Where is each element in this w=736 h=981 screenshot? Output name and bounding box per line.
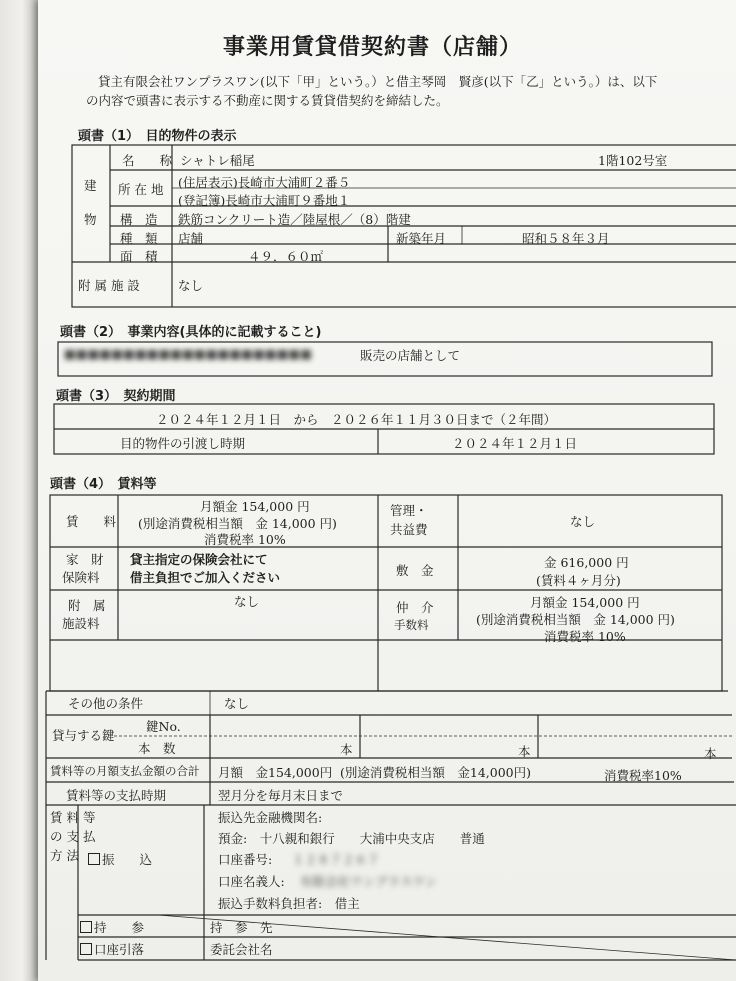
built-label: 新築年月: [396, 231, 447, 246]
account-no-label: 口座番号:: [218, 852, 273, 867]
facility-fee-label-2: 施設料: [62, 616, 100, 631]
bank-label: 振込先金融機関名:: [218, 810, 323, 825]
payment-time-value: 翌月分を毎月末日まで: [218, 788, 344, 803]
hand-delivery-label: 持 参: [94, 920, 145, 935]
transfer-label: 振 込: [102, 852, 153, 867]
fee-payer: 振込手数料負担者: 借主: [218, 896, 360, 911]
insurance-line-1: 貸主指定の保険会社にて: [130, 552, 268, 567]
handover-date: ２０２４年１２月１日: [452, 436, 578, 451]
contract-page: [38, 0, 736, 981]
facility-fee-value: なし: [234, 594, 260, 609]
rent-label: 賃 料: [66, 514, 117, 529]
brokerage-line-3: 消費税率 10%: [544, 629, 626, 644]
section2-heading: 頭書（2） 事業内容(具体的に記載すること): [60, 325, 322, 340]
transfer-checkbox[interactable]: [88, 853, 100, 865]
account-name-redacted: 有限会社ワンプラスワン: [300, 874, 438, 889]
insurance-line-2: 借主負担でご加入ください: [130, 570, 281, 585]
deposit-label: 敷 金: [396, 563, 434, 578]
monthly-total-rate: 消費税率10%: [604, 768, 682, 783]
type-label: 種 類: [120, 231, 158, 246]
insurance-label-1: 家 財: [66, 552, 104, 567]
name-label: 名 称: [122, 153, 173, 168]
key-unit-3: 本: [704, 746, 717, 761]
bank-deposit: 預金: 十八親和銀行 大浦中央支店 普通: [218, 831, 485, 846]
payment-method-label-1: 賃 料 等: [50, 810, 96, 825]
structure-label: 構 造: [120, 212, 158, 227]
monthly-total-tax: (別途消費税相当額 金14,000円): [340, 765, 531, 780]
agent-company-name: 委託会社名: [210, 942, 273, 957]
address-label: 所 在 地: [118, 182, 164, 197]
mgmt-label-1: 管理・: [390, 503, 428, 518]
area-value: ４９．６０㎡: [248, 249, 324, 264]
rent-line-2: (別途消費税相当額 金 14,000 円): [138, 516, 337, 531]
building-label-2: 物: [84, 212, 97, 227]
area-label: 面 積: [120, 249, 158, 264]
hand-delivery-option[interactable]: [80, 918, 144, 936]
handover-label: 目的物件の引渡し時期: [120, 436, 246, 451]
key-unit-2: 本: [518, 744, 531, 759]
facility-fee-label-1: 附 属: [68, 598, 106, 613]
brokerage-line-1: 月額金 154,000 円: [530, 595, 640, 610]
binder-edge: [0, 0, 40, 981]
direct-debit-option[interactable]: [80, 940, 144, 958]
direct-debit-label: 口座引落: [94, 942, 145, 957]
business-content: 販売の店舗として: [360, 348, 461, 363]
section3-heading: 頭書（3） 契約期間: [56, 389, 176, 404]
address-residential: (住居表示)長崎市大浦町２番５: [178, 175, 351, 190]
account-no-redacted: １２８７２６７: [292, 852, 380, 867]
direct-debit-checkbox[interactable]: [80, 943, 92, 955]
built-value: 昭和５８年３月: [522, 231, 610, 246]
address-registry: (登記簿)長崎市大浦町９番地１: [178, 193, 351, 208]
deposit-line-1: 金 616,000 円: [544, 555, 629, 570]
document-title: 事業用賃貸借契約書（店舗）: [223, 35, 523, 60]
hand-delivery-checkbox[interactable]: [80, 921, 92, 933]
account-name-label: 口座名義人:: [218, 874, 285, 889]
intro-line-1: 貸主有限会社ワンプラスワン(以下「甲」という。）と借主琴岡 賢彦(以下「乙」という。）は、以下: [98, 74, 658, 89]
intro-line-2: の内容で頭書に表示する不動産に関する賃貸借契約を締結した。: [86, 93, 449, 108]
insurance-label-2: 保険料: [62, 570, 100, 585]
rent-line-3: 消費税率 10%: [204, 532, 286, 547]
brokerage-line-2: (別途消費税相当額 金 14,000 円): [476, 612, 675, 627]
key-unit-1: 本: [340, 742, 353, 757]
structure-value: 鉄筋コンクリート造／陸屋根／（8）階建: [178, 212, 411, 227]
facility-label: 附 属 施 設: [78, 278, 140, 293]
type-value: 店舗: [178, 231, 204, 246]
key-no-label: 鍵No.: [146, 719, 181, 734]
mgmt-value: なし: [570, 514, 596, 529]
monthly-total-amount: 月額 金154,000円: [218, 765, 333, 780]
property-name: シャトレ稲尾: [180, 153, 255, 168]
facility-value: なし: [178, 278, 204, 293]
payment-method-label-3: 方 法: [50, 848, 79, 863]
section1-heading: 頭書（1） 目的物件の表示: [78, 129, 237, 144]
payment-method-label-2: の 支 払: [50, 829, 96, 844]
mgmt-label-2: 共益費: [390, 522, 428, 537]
transfer-option[interactable]: [88, 850, 152, 868]
room-number: 1階102号室: [598, 153, 668, 168]
brokerage-label-1: 仲 介: [396, 600, 434, 615]
rent-line-1: 月額金 154,000 円: [200, 499, 310, 514]
building-label-1: 建: [84, 178, 97, 193]
deposit-line-2: (賃料４ヶ月分): [536, 573, 621, 588]
keys-label: 貸与する鍵: [52, 728, 115, 743]
contract-period: ２０２４年１２月１日 から ２０２６年１１月３０日まで（２年間）: [156, 412, 557, 427]
hand-delivery-destination: 持 参 先: [210, 920, 273, 935]
payment-time-label: 賃料等の支払時期: [66, 788, 167, 803]
monthly-total-label: 賃料等の月額支払金額の合計: [50, 764, 200, 778]
other-conditions-value: なし: [224, 696, 250, 711]
business-content-redacted: ■■■■■■■■■■■■■■■■■■■■■: [64, 346, 313, 361]
key-count-label: 本 数: [138, 741, 176, 756]
brokerage-label-2: 手数料: [394, 618, 429, 632]
other-conditions-label: その他の条件: [68, 696, 144, 711]
section4-heading: 頭書（4） 賃料等: [50, 477, 157, 492]
